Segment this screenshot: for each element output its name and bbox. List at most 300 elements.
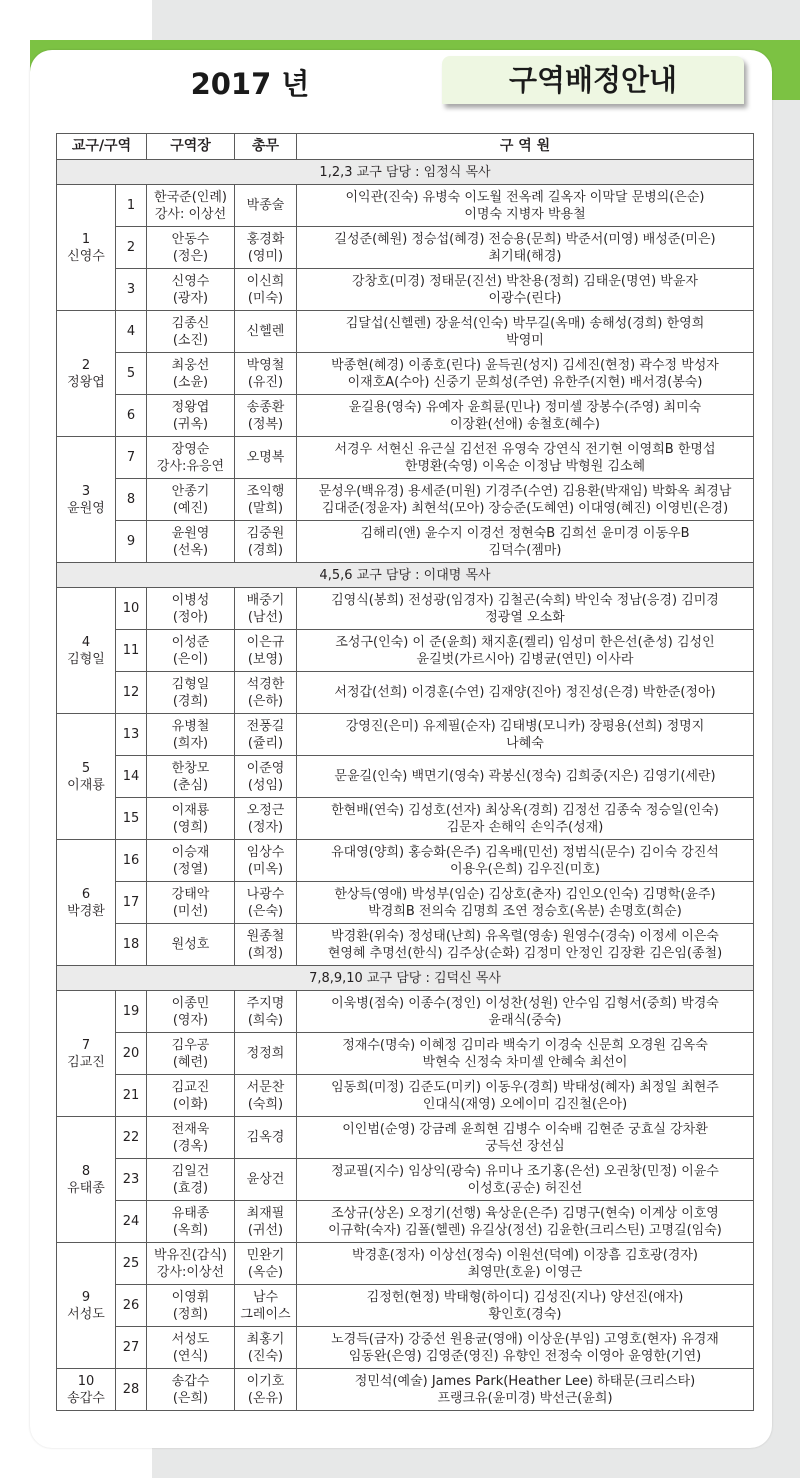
- district-leader-line: (춘심): [172, 777, 209, 793]
- district-secretary: [235, 395, 297, 437]
- district-leader-line: 김일건: [171, 1163, 210, 1179]
- table-row: [57, 1075, 754, 1117]
- district-secretary-line: (미숙): [247, 290, 284, 306]
- table-row: [57, 395, 754, 437]
- district-leader-line: 안동수: [171, 231, 210, 247]
- group-leader-name: 서성도: [67, 1306, 105, 1322]
- district-leader-line: 강태악: [171, 886, 210, 902]
- district-leader-line: 원성호: [171, 937, 210, 952]
- district-secretary: [235, 672, 297, 714]
- district-leader-line: 김종신: [171, 315, 210, 331]
- district-secretary: [235, 882, 297, 924]
- district-leader: [147, 1075, 235, 1117]
- district-members: [297, 1243, 754, 1285]
- table-header-row: [57, 134, 754, 160]
- page-background-top: [152, 0, 800, 40]
- group-number: 4: [81, 634, 91, 650]
- district-members-line: 나혜숙: [506, 735, 544, 751]
- group-leader-name: 유태종: [67, 1180, 105, 1196]
- district-number: 27: [116, 1327, 147, 1369]
- district-leader-line: (혜련): [172, 1054, 209, 1070]
- district-leader-line: (선옥): [172, 542, 209, 558]
- district-leader-line: 송갑수: [171, 1373, 210, 1389]
- district-members-line: 정광열 오소화: [485, 609, 565, 625]
- district-secretary: [235, 630, 297, 672]
- district-secretary-line: (말희): [247, 500, 284, 516]
- district-leader: [147, 1201, 235, 1243]
- district-leader: [147, 479, 235, 521]
- table-row: [57, 1327, 754, 1369]
- district-leader-line: (은희): [172, 1390, 209, 1406]
- district-leader: [147, 1033, 235, 1075]
- district-members: [297, 1201, 754, 1243]
- district-secretary-line: 이신희: [246, 273, 285, 289]
- group-leader-name: 김형일: [67, 651, 105, 667]
- district-members: [297, 437, 754, 479]
- district-secretary-line: (희정): [247, 945, 284, 961]
- district-secretary: [235, 1285, 297, 1327]
- district-leader-line: 전재욱: [171, 1121, 210, 1137]
- district-leader: [147, 269, 235, 311]
- district-secretary-line: 박영철: [246, 357, 285, 373]
- district-members: [297, 1285, 754, 1327]
- district-leader-line: 이성준: [171, 634, 210, 650]
- table-row: [57, 756, 754, 798]
- district-leader-line: (예진): [172, 500, 209, 516]
- district-members-line: 김덕수(젬마): [488, 542, 562, 558]
- district-members: [297, 1117, 754, 1159]
- district-secretary: [235, 798, 297, 840]
- district-leader-line: (정아): [172, 609, 209, 625]
- district-secretary-line: 오명복: [246, 450, 285, 465]
- district-members: [297, 672, 754, 714]
- district-secretary-line: 주지명: [246, 995, 285, 1011]
- district-secretary-line: (경희): [247, 542, 284, 558]
- district-leader-line: 김형일: [171, 676, 210, 692]
- district-secretary-line: (유진): [247, 374, 284, 390]
- district-number: 23: [116, 1159, 147, 1201]
- district-members-line: 조성구(인숙) 이 준(윤희) 채지훈(켈리) 임성미 한은선(춘성) 김성인: [335, 634, 715, 650]
- district-secretary: [235, 437, 297, 479]
- district-members: [297, 269, 754, 311]
- district-leader: [147, 798, 235, 840]
- district-members-line: 문윤길(인숙) 백면기(영숙) 곽봉신(정숙) 김희중(지은) 김영기(세란): [334, 769, 716, 784]
- district-secretary: [235, 353, 297, 395]
- district-leader: [147, 991, 235, 1033]
- district-leader: [147, 756, 235, 798]
- group-number: 7: [81, 1037, 91, 1053]
- district-members: [297, 1327, 754, 1369]
- district-members-line: 이익관(진숙) 유병숙 이도월 전옥례 길옥자 이막달 문병의(은순): [345, 189, 705, 205]
- district-leader-line: (이화): [172, 1096, 209, 1112]
- table-row: [57, 1243, 754, 1285]
- district-members-line: 이재호A(수아) 신중기 문희성(주연) 유한주(지현) 배서경(봉숙): [347, 374, 703, 390]
- district-members-line: 서정갑(선희) 이경훈(수연) 김재양(진아) 정진성(은경) 박한준(정아): [334, 685, 716, 700]
- district-leader-line: 이종민: [171, 995, 210, 1011]
- district-secretary-line: 배중기: [246, 592, 285, 608]
- district-members-line: 강창호(미경) 정태문(진선) 박찬용(정희) 김태운(명연) 박윤자: [352, 273, 698, 289]
- district-members-line: 김해리(앤) 윤수지 이경선 정현숙B 김희선 윤미경 이동우B: [360, 525, 690, 541]
- section-title: 7,8,9,10 교구 담당 : 김덕신 목사: [57, 966, 754, 991]
- district-secretary-line: 이은규: [246, 634, 285, 650]
- group-cell: [57, 311, 116, 437]
- district-secretary-line: (미옥): [247, 861, 284, 877]
- group-cell: [57, 991, 116, 1117]
- district-members: [297, 714, 754, 756]
- district-members-line: 김달섭(신헬렌) 장윤석(인숙) 박무길(옥매) 송해성(경희) 한영희: [345, 315, 705, 331]
- table-row: [57, 882, 754, 924]
- district-members: [297, 630, 754, 672]
- district-leader-line: 최웅선: [171, 357, 210, 373]
- district-leader-line: (희자): [172, 735, 209, 751]
- district-secretary-line: 나광수: [246, 886, 285, 902]
- group-leader-name: 이재룡: [67, 777, 105, 793]
- district-members-line: 이욱병(점숙) 이종수(정인) 이성찬(성원) 안수임 김형서(중희) 박경숙: [331, 995, 719, 1011]
- group-number: 10: [77, 1373, 95, 1389]
- district-secretary-line: 박종술: [246, 198, 285, 213]
- district-secretary: [235, 1033, 297, 1075]
- district-secretary-line: (귀선): [247, 1222, 284, 1238]
- table-row: [57, 1201, 754, 1243]
- table-row: [57, 714, 754, 756]
- district-leader: [147, 924, 235, 966]
- district-leader-line: 안종기: [171, 483, 210, 499]
- district-secretary: [235, 479, 297, 521]
- district-members-line: 이광수(린다): [488, 290, 562, 306]
- district-members: [297, 353, 754, 395]
- group-leader-name: 정왕엽: [67, 374, 105, 390]
- district-members-line: 박경훈(정자) 이상선(정숙) 이원선(덕예) 이장흠 김호광(경자): [352, 1247, 698, 1263]
- group-cell: [57, 185, 116, 311]
- district-members-line: 김영식(봉희) 전성광(임경자) 김철곤(숙희) 박인숙 정남(응경) 김미경: [331, 592, 719, 608]
- district-leader: [147, 672, 235, 714]
- district-leader-line: (미선): [172, 903, 209, 919]
- district-secretary: [235, 1243, 297, 1285]
- group-number: 3: [81, 483, 91, 499]
- district-leader-line: (영희): [172, 819, 209, 835]
- district-number: 20: [116, 1033, 147, 1075]
- table-body: [57, 160, 754, 1411]
- district-members-line: 박경환(위숙) 정성태(난희) 유옥렬(영송) 원영수(경숙) 이정세 이은숙: [331, 928, 719, 944]
- district-number: 28: [116, 1369, 147, 1411]
- district-leader-line: 이병성: [171, 592, 210, 608]
- district-secretary-line: 김옥경: [246, 1130, 285, 1145]
- district-number: 8: [116, 479, 147, 521]
- district-number: 1: [116, 185, 147, 227]
- district-number: 17: [116, 882, 147, 924]
- district-members-line: 정재수(명숙) 이혜정 김미라 백숙기 이경숙 신문희 오경원 김옥숙: [342, 1037, 708, 1053]
- section-title: 4,5,6 교구 담당 : 이대명 목사: [57, 563, 754, 588]
- district-leader: [147, 521, 235, 563]
- district-members-line: 이규학(숙자) 김폴(헬렌) 유길상(정선) 김윤한(크리스틴) 고명길(임숙): [328, 1222, 722, 1238]
- district-leader-line: 장영순: [171, 441, 210, 457]
- table-row: [57, 1117, 754, 1159]
- district-secretary-line: 윤상건: [246, 1172, 285, 1187]
- district-secretary: [235, 756, 297, 798]
- district-secretary-line: 그레이스: [240, 1306, 291, 1322]
- district-leader: [147, 1159, 235, 1201]
- district-number: 10: [116, 588, 147, 630]
- district-members-line: 유대영(양희) 홍승화(은주) 김옥배(민선) 정범식(문수) 김이숙 강진석: [331, 844, 719, 860]
- district-secretary-line: (은하): [247, 693, 284, 709]
- table-row: [57, 311, 754, 353]
- district-secretary-line: 홍경화: [246, 231, 285, 247]
- district-leader-line: (영자): [172, 1012, 209, 1028]
- district-members-line: 박종현(혜경) 이종호(린다) 윤득권(성지) 김세진(현정) 곽수정 박성자: [331, 357, 719, 373]
- district-number: 21: [116, 1075, 147, 1117]
- district-leader: [147, 840, 235, 882]
- header-leader: 구역장: [147, 134, 235, 160]
- district-members-line: 궁득선 장선심: [485, 1138, 565, 1154]
- district-secretary: [235, 714, 297, 756]
- district-leader-line: 유병철: [171, 718, 210, 734]
- district-secretary: [235, 991, 297, 1033]
- district-secretary-line: 정정희: [246, 1046, 285, 1061]
- group-number: 5: [81, 760, 91, 776]
- district-members-line: 최영만(호윤) 이영근: [467, 1264, 583, 1280]
- district-leader-line: (연식): [172, 1348, 209, 1364]
- district-members-line: 정민석(예술) James Park(Heather Lee) 하태문(크리스타): [354, 1373, 696, 1389]
- district-leader-line: (효경): [172, 1180, 209, 1196]
- group-cell: [57, 714, 116, 840]
- district-leader: [147, 1243, 235, 1285]
- table-row: [57, 1033, 754, 1075]
- district-leader-line: 윤원영: [171, 525, 210, 541]
- district-secretary-line: (희숙): [247, 1012, 284, 1028]
- district-leader: [147, 227, 235, 269]
- group-cell: [57, 1117, 116, 1243]
- district-secretary-line: (옥순): [247, 1264, 284, 1280]
- district-number: 9: [116, 521, 147, 563]
- district-members-line: 김정헌(현정) 박태형(하이디) 김성진(지나) 양선진(애자): [366, 1289, 684, 1305]
- header-group: 교구/구역: [57, 134, 147, 160]
- table-row: [57, 630, 754, 672]
- district-members-line: 서경우 서현신 유근실 김선전 유영숙 강연식 전기현 이영희B 한명섭: [334, 441, 716, 457]
- table-row: [57, 1285, 754, 1327]
- district-leader-line: (정은): [172, 248, 209, 264]
- district-secretary-line: 임상수: [246, 844, 285, 860]
- group-leader-name: 윤원영: [67, 500, 105, 516]
- district-members-line: 김대준(정윤자) 최현석(모아) 장승준(도혜연) 이대영(혜진) 이영빈(은경): [321, 500, 729, 516]
- group-leader-name: 김교진: [67, 1054, 105, 1070]
- district-secretary: [235, 840, 297, 882]
- district-leader: [147, 185, 235, 227]
- district-leader-line: (옥희): [172, 1222, 209, 1238]
- district-members-line: 윤길벗(가르시아) 김병균(연민) 이사라: [416, 651, 634, 667]
- group-leader-name: 신영수: [67, 248, 105, 264]
- group-leader-name: 박경환: [67, 903, 105, 919]
- district-secretary-line: (진숙): [247, 1348, 284, 1364]
- district-members: [297, 588, 754, 630]
- section-row: [57, 160, 754, 185]
- district-secretary-line: 최홍기: [246, 1331, 285, 1347]
- district-secretary: [235, 185, 297, 227]
- district-members-line: 노경득(금자) 강중선 원용균(영애) 이상운(부임) 고영호(현자) 유경재: [331, 1331, 719, 1347]
- district-leader-line: (경옥): [172, 1138, 209, 1154]
- district-members: [297, 395, 754, 437]
- district-secretary-line: (숙희): [247, 1096, 284, 1112]
- district-members-line: 임동완(은영) 김영준(영진) 유향인 전정숙 이영아 윤영한(기연): [348, 1348, 702, 1364]
- district-leader: [147, 437, 235, 479]
- group-number: 8: [81, 1163, 91, 1179]
- district-secretary-line: 송종환: [246, 399, 285, 415]
- district-members-line: 이명숙 지병자 박용철: [464, 206, 586, 222]
- district-leader: [147, 395, 235, 437]
- district-secretary: [235, 269, 297, 311]
- district-members-line: 박영미: [506, 332, 544, 348]
- district-number: 18: [116, 924, 147, 966]
- district-number: 25: [116, 1243, 147, 1285]
- district-number: 22: [116, 1117, 147, 1159]
- table-row: [57, 1159, 754, 1201]
- district-members-line: 강영진(은미) 유제필(순자) 김태병(모니카) 장평용(선희) 정명지: [345, 718, 705, 734]
- district-members: [297, 882, 754, 924]
- district-members-line: 프랭크유(윤미경) 박선근(윤희): [437, 1390, 613, 1406]
- district-secretary: [235, 1327, 297, 1369]
- district-secretary-line: (보영): [247, 651, 284, 667]
- table-row: [57, 185, 754, 227]
- district-members: [297, 1159, 754, 1201]
- table-row: [57, 672, 754, 714]
- district-members-line: 윤래식(중숙): [488, 1012, 562, 1028]
- district-members: [297, 479, 754, 521]
- district-secretary-line: (정복): [247, 416, 284, 432]
- district-leader-line: 한국준(인례): [154, 189, 227, 205]
- district-secretary-line: 조익행: [246, 483, 285, 499]
- district-secretary: [235, 588, 297, 630]
- district-members: [297, 756, 754, 798]
- district-members-line: 이성호(공순) 허진선: [467, 1180, 583, 1196]
- district-secretary: [235, 311, 297, 353]
- district-members-line: 한상득(영애) 박성부(임순) 김상호(춘자) 김인오(인숙) 김명학(윤주): [334, 886, 716, 902]
- district-leader: [147, 630, 235, 672]
- district-leader: [147, 353, 235, 395]
- table-row: [57, 588, 754, 630]
- district-members-line: 김문자 손해익 손익주(성재): [446, 819, 604, 835]
- district-secretary-line: 최재필: [246, 1205, 285, 1221]
- header-members: 구 역 원: [297, 134, 754, 160]
- group-number: 9: [81, 1289, 91, 1305]
- district-members-line: 인대식(재영) 오에이미 김진철(은아): [422, 1096, 628, 1112]
- page-title: 구역배정안내: [508, 63, 678, 97]
- district-leader-line: 신영수: [171, 273, 210, 289]
- district-secretary-line: 김중원: [246, 525, 285, 541]
- district-secretary-line: (영미): [247, 248, 284, 264]
- district-secretary: [235, 521, 297, 563]
- district-members: [297, 924, 754, 966]
- district-members-line: 이용우(은희) 김우진(미호): [450, 861, 600, 877]
- group-cell: [57, 437, 116, 563]
- district-secretary-line: 전풍길: [246, 718, 285, 734]
- district-members: [297, 227, 754, 269]
- district-number: 16: [116, 840, 147, 882]
- section-row: [57, 563, 754, 588]
- district-secretary-line: (쥴리): [247, 735, 284, 751]
- district-members: [297, 840, 754, 882]
- district-secretary-line: 신헬렌: [246, 324, 285, 339]
- section-title: 1,2,3 교구 담당 : 임정식 목사: [57, 160, 754, 185]
- district-members: [297, 521, 754, 563]
- district-members-line: 이인범(순영) 강금례 윤희현 김병수 이숙배 김현준 궁효실 강차환: [342, 1121, 708, 1137]
- district-number: 14: [116, 756, 147, 798]
- district-leader: [147, 714, 235, 756]
- district-members-line: 박현숙 신정숙 차미셀 안혜숙 최선이: [422, 1054, 628, 1070]
- district-secretary-line: 남수: [252, 1289, 279, 1305]
- district-number: 24: [116, 1201, 147, 1243]
- district-members-line: 황인호(경숙): [488, 1306, 562, 1322]
- district-leader-line: 이재룡: [171, 802, 210, 818]
- district-leader-line: (경희): [172, 693, 209, 709]
- district-number: 2: [116, 227, 147, 269]
- group-cell: [57, 588, 116, 714]
- district-leader-line: 한창모: [171, 760, 210, 776]
- table-row: [57, 269, 754, 311]
- district-leader-line: (은이): [172, 651, 209, 667]
- district-leader-line: 강사:이상선: [156, 1264, 225, 1280]
- district-leader-line: 박유진(감식): [154, 1247, 227, 1263]
- district-secretary-line: 원종철: [246, 928, 285, 944]
- section-row: [57, 966, 754, 991]
- district-assignment-table: [56, 133, 754, 1411]
- district-secretary-line: (온유): [247, 1390, 284, 1406]
- table-row: [57, 798, 754, 840]
- district-leader-line: 강사: 이상선: [154, 206, 227, 222]
- district-leader-line: (정열): [172, 861, 209, 877]
- district-leader-line: (소진): [172, 332, 209, 348]
- district-members-line: 이장환(선애) 송철호(혜수): [450, 416, 600, 432]
- group-cell: [57, 1369, 116, 1411]
- district-members-line: 정교필(지수) 임상익(광숙) 유미나 조기홍(은선) 오권창(민정) 이윤수: [331, 1163, 719, 1179]
- district-members: [297, 1369, 754, 1411]
- district-leader-line: 이승재: [171, 844, 210, 860]
- header-secretary: 총무: [235, 134, 297, 160]
- district-leader-line: 이영휘: [171, 1289, 210, 1305]
- district-secretary-line: 민완기: [246, 1247, 285, 1263]
- district-leader: [147, 1285, 235, 1327]
- district-members-line: 문성우(백유경) 용세준(미원) 기경주(수연) 김용환(박재임) 박화옥 최경남: [318, 483, 732, 499]
- district-secretary: [235, 924, 297, 966]
- table-row: [57, 479, 754, 521]
- district-members-line: 한명환(숙영) 이옥순 이정남 박형원 김소혜: [404, 458, 646, 474]
- group-cell: [57, 1243, 116, 1369]
- district-leader-line: 서성도: [171, 1331, 210, 1347]
- district-number: 19: [116, 991, 147, 1033]
- district-members-line: 임동희(미정) 김준도(미키) 이동우(경희) 박태성(혜자) 최정일 최현주: [331, 1079, 719, 1095]
- group-number: 1: [81, 231, 91, 247]
- district-leader: [147, 1117, 235, 1159]
- district-number: 4: [116, 311, 147, 353]
- table-row: [57, 991, 754, 1033]
- table-row: [57, 437, 754, 479]
- district-leader: [147, 1369, 235, 1411]
- district-members: [297, 798, 754, 840]
- district-leader-line: 김우공: [171, 1037, 210, 1053]
- district-secretary-line: 석경한: [246, 676, 285, 692]
- district-members: [297, 991, 754, 1033]
- group-leader-name: 송갑수: [67, 1390, 105, 1406]
- district-leader-line: (광자): [172, 290, 209, 306]
- district-leader-line: (소윤): [172, 374, 209, 390]
- table-row: [57, 1369, 754, 1411]
- table-row: [57, 227, 754, 269]
- district-leader: [147, 1327, 235, 1369]
- district-leader-line: (귀옥): [172, 416, 209, 432]
- district-members-line: 윤길용(영숙) 유예자 윤희륜(민나) 정미셀 장봉수(주영) 최미숙: [348, 399, 702, 415]
- district-leader-line: 정왕엽: [171, 399, 210, 415]
- district-members-line: 현영혜 추명선(한식) 김주상(순화) 김정미 안정인 김장환 김은임(종철): [327, 945, 723, 961]
- district-members-line: 최기태(해경): [488, 248, 562, 264]
- district-secretary-line: (남선): [247, 609, 284, 625]
